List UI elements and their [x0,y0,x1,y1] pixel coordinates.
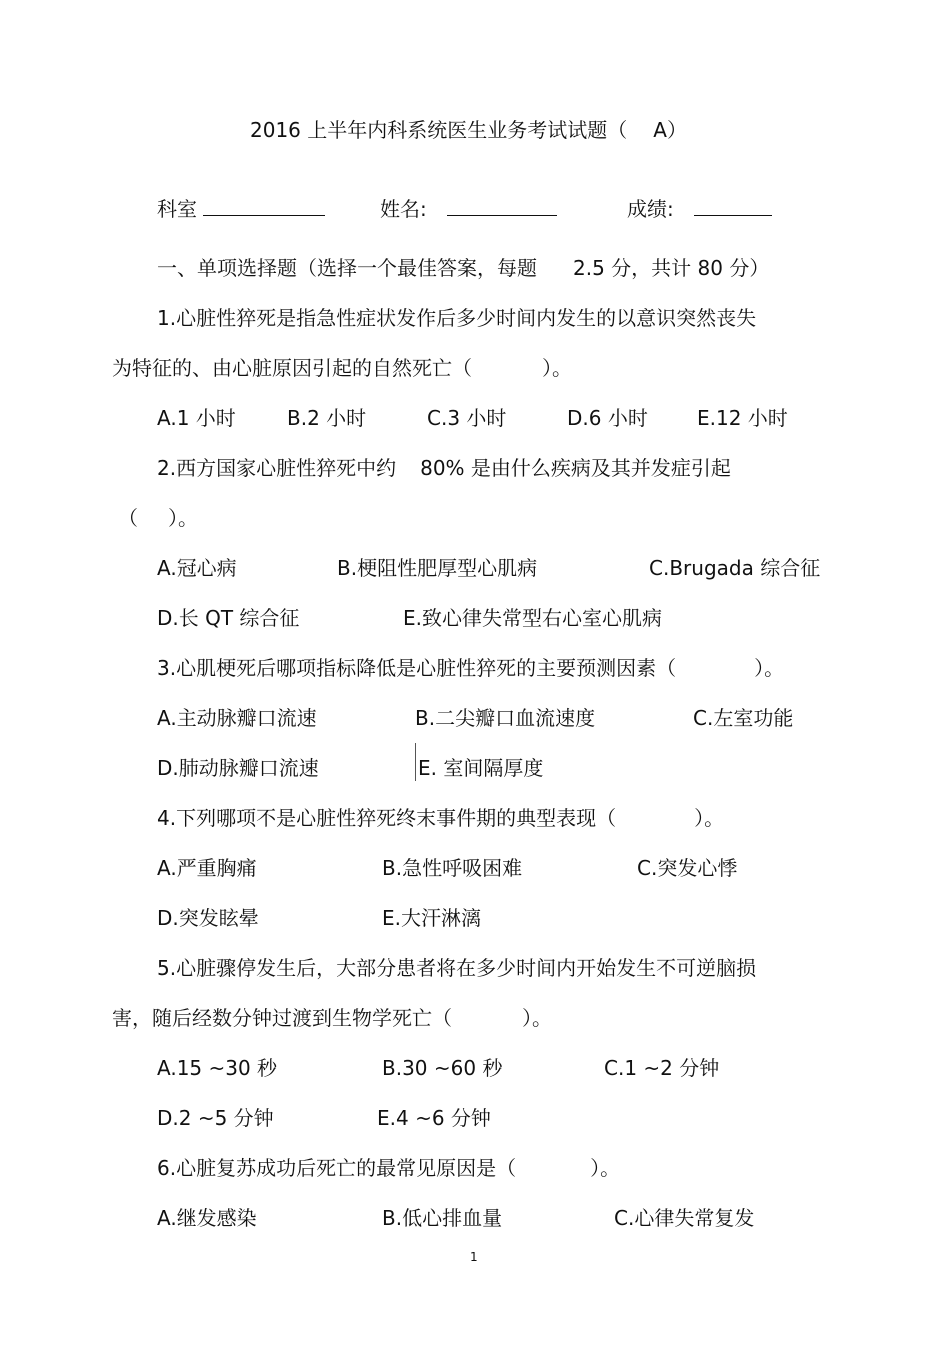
question-1-stem-cont [112,355,572,381]
question-2-stem [157,455,731,481]
q1-option-d[interactable]: D.6 小时 [567,406,648,430]
q4-option-d[interactable]: D.突发眩晕 [157,906,259,930]
question-6-stem [157,1155,620,1181]
q1-stem2: 为特征的、由心脏原因引起的自然死亡（ [112,356,472,380]
q2-stem2: （ [118,506,138,530]
page-title [250,117,687,143]
q4-option-b[interactable]: B.急性呼吸困难 [382,856,523,880]
score-field [627,195,772,222]
section-heading-b: 2.5 分，共计 80 分） [573,256,770,280]
q4-option-a[interactable]: A.严重胸痛 [157,856,257,880]
q5-option-b[interactable]: B.30 ~60 秒 [382,1056,503,1080]
q6-option-a[interactable]: A.继发感染 [157,1206,257,1230]
q2-option-e[interactable]: E.致心律失常型右心室心肌病 [403,606,662,630]
q1-stem2-end: ）。 [542,356,572,380]
q3-option-a[interactable]: A.主动脉瓣口流速 [157,706,317,730]
question-5-stem-cont [112,1005,552,1031]
q3-option-e[interactable]: E. 室间隔厚度 [418,756,544,780]
q6-option-c[interactable]: C.心律失常复发 [614,1206,755,1230]
q2-option-c[interactable]: C.Brugada 综合征 [649,556,821,580]
text-cursor-mark [415,743,416,781]
dept-field [157,195,325,222]
score-blank[interactable] [694,195,772,216]
q5-option-c[interactable]: C.1 ~2 分钟 [604,1056,720,1080]
q2-stem1b: 80% 是由什么疾病及其并发症引起 [420,456,731,480]
q5-option-a[interactable]: A.15 ~30 秒 [157,1056,278,1080]
dept-blank[interactable] [203,195,325,216]
q3-option-d[interactable]: D.肺动脉瓣口流速 [157,756,319,780]
q6-stem1-end: ）。 [590,1156,621,1180]
q2-option-b[interactable]: B.梗阻性肥厚型心肌病 [337,556,538,580]
title-text: 2016 上半年内科系统医生业务考试试题（ [250,118,628,142]
q2-option-d[interactable]: D.长 QT 综合征 [157,606,300,630]
q1-option-a[interactable]: A.1 小时 [157,406,236,430]
q2-stem1a: 2.西方国家心脏性猝死中约 [157,456,397,480]
q5-stem2: 害，随后经数分钟过渡到生物学死亡（ [112,1006,452,1030]
name-blank[interactable] [447,195,557,216]
name-field [380,195,557,222]
q6-stem1: 6.心脏复苏成功后死亡的最常见原因是（ [157,1156,517,1180]
section-heading-a: 一、单项选择题（选择一个最佳答案，每题 [157,256,537,280]
section-heading [157,255,769,281]
question-3-stem [157,655,784,681]
q2-option-a[interactable]: A.冠心病 [157,556,237,580]
q5-stem2-end: ）。 [522,1006,552,1030]
q2-stem2-end: ）。 [168,506,198,530]
question-2-stem-cont [118,505,198,531]
q3-option-c[interactable]: C.左室功能 [693,706,794,730]
q1-option-c[interactable]: C.3 小时 [427,406,507,430]
q4-option-e[interactable]: E.大汗淋漓 [382,906,481,930]
question-1-stem: 1.心脏性猝死是指急性症状发作后多少时间内发生的以意识突然丧失 [157,306,757,330]
dept-label: 科室 [157,197,197,221]
q1-option-e[interactable]: E.12 小时 [697,406,788,430]
q3-stem1: 3.心肌梗死后哪项指标降低是心脏性猝死的主要预测因素（ [157,656,677,680]
score-label: 成绩: [627,197,674,221]
q4-stem1-end: ）。 [694,806,725,830]
question-5-stem: 5.心脏骤停发生后，大部分患者将在多少时间内开始发生不可逆脑损 [157,956,757,980]
q6-option-b[interactable]: B.低心排血量 [382,1206,503,1230]
name-label: 姓名: [380,197,427,221]
question-4-stem [157,805,724,831]
q3-option-b[interactable]: B.二尖瓣口血流速度 [415,706,596,730]
q4-option-c[interactable]: C.突发心悸 [637,856,738,880]
q1-option-b[interactable]: B.2 小时 [287,406,367,430]
q5-option-d[interactable]: D.2 ~5 分钟 [157,1106,274,1130]
page-number: 1 [470,1250,478,1264]
q5-option-e[interactable]: E.4 ~6 分钟 [377,1106,491,1130]
title-version: A） [653,118,687,142]
q3-stem1-end: ）。 [754,656,785,680]
q4-stem1: 4.下列哪项不是心脏性猝死终末事件期的典型表现（ [157,806,617,830]
